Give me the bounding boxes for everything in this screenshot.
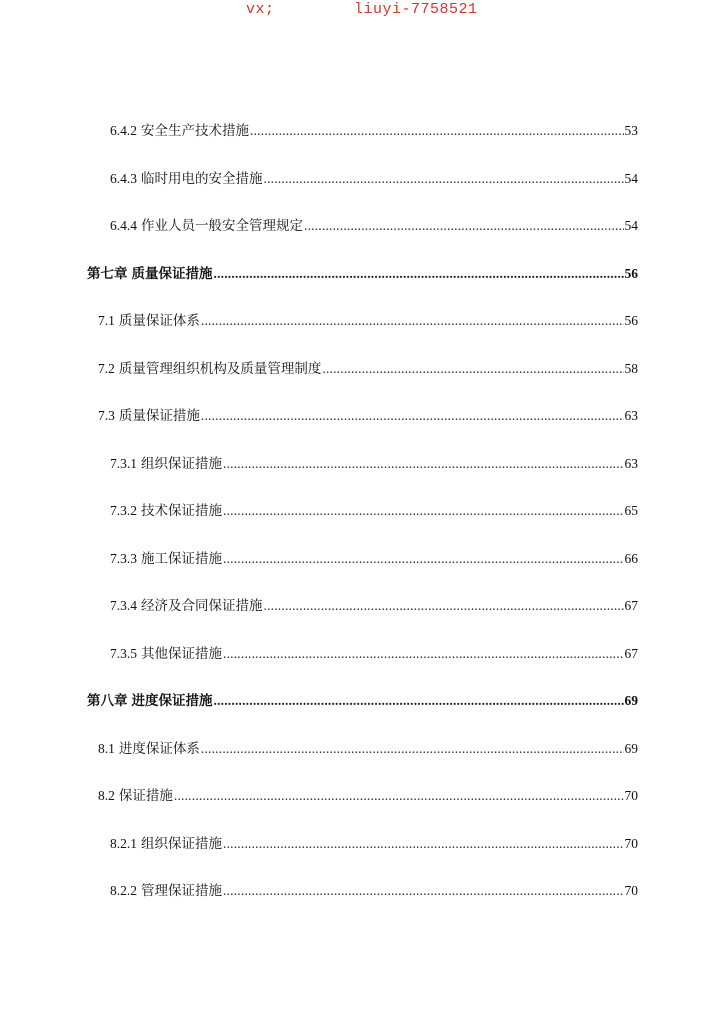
toc-entry-page: 53 bbox=[624, 123, 638, 138]
toc-entry-page: 56 bbox=[624, 266, 638, 281]
toc-entry-number: 8.2.1 bbox=[110, 836, 137, 851]
toc-dot-leader bbox=[174, 786, 624, 806]
toc-dot-leader bbox=[304, 216, 624, 236]
toc-entry-page: 63 bbox=[624, 456, 638, 471]
toc-entry-page: 70 bbox=[624, 883, 638, 898]
toc-dot-leader bbox=[201, 739, 624, 759]
toc-entry-number: 7.3.4 bbox=[110, 598, 137, 613]
toc-entry-title: 组织保证措施 bbox=[141, 456, 222, 471]
toc-entry[interactable] bbox=[110, 596, 638, 616]
toc-entry[interactable] bbox=[98, 311, 638, 331]
toc-dot-leader bbox=[201, 311, 624, 331]
toc-entry-page: 66 bbox=[624, 551, 638, 566]
watermark-contact-id: liuyi-7758521 bbox=[354, 1, 478, 18]
toc-entry-title: 质量管理组织机构及质量管理制度 bbox=[118, 361, 322, 376]
toc-entry-title: 施工保证措施 bbox=[141, 551, 222, 566]
toc-entry[interactable] bbox=[98, 786, 638, 806]
toc-entry-page: 56 bbox=[624, 313, 638, 328]
toc-entry-page: 70 bbox=[624, 788, 638, 803]
toc-dot-leader bbox=[223, 549, 624, 569]
toc-entry-number: 8.1 bbox=[98, 741, 115, 756]
toc-entry-title: 其他保证措施 bbox=[141, 646, 222, 661]
watermark bbox=[0, 0, 724, 22]
toc-dot-leader bbox=[264, 169, 624, 189]
toc-entry-page: 65 bbox=[624, 503, 638, 518]
toc-entry-page: 70 bbox=[624, 836, 638, 851]
toc-dot-leader bbox=[223, 454, 624, 474]
toc-entry-number: 7.3.1 bbox=[110, 456, 137, 471]
toc-entry[interactable] bbox=[110, 549, 638, 569]
toc-dot-leader bbox=[250, 121, 624, 141]
toc-entry-number: 第七章 bbox=[87, 266, 128, 281]
toc-entry-page: 69 bbox=[624, 693, 638, 708]
toc-entry-title: 质量保证体系 bbox=[118, 313, 200, 328]
toc-dot-leader bbox=[223, 881, 624, 901]
toc-entry-title: 作业人员一般安全管理规定 bbox=[141, 218, 303, 233]
toc-dot-leader bbox=[223, 501, 624, 521]
toc-entry-number: 7.2 bbox=[98, 361, 115, 376]
toc-entry-title: 质量保证措施 bbox=[118, 408, 200, 423]
toc-entry-title: 技术保证措施 bbox=[141, 503, 222, 518]
toc-entry-number: 7.3 bbox=[98, 408, 115, 423]
toc-entry-number: 7.3.5 bbox=[110, 646, 137, 661]
toc-entry-number: 7.1 bbox=[98, 313, 115, 328]
toc-dot-leader bbox=[322, 359, 623, 379]
toc-entry-title: 组织保证措施 bbox=[141, 836, 222, 851]
toc-entry[interactable] bbox=[110, 216, 638, 236]
toc-entry-page: 67 bbox=[624, 646, 638, 661]
toc-dot-leader bbox=[223, 834, 624, 854]
toc-entry[interactable] bbox=[110, 454, 638, 474]
toc-entry-number: 7.3.3 bbox=[110, 551, 137, 566]
toc-entry-page: 54 bbox=[624, 171, 638, 186]
toc-entry-number: 6.4.3 bbox=[110, 171, 137, 186]
toc-dot-leader bbox=[214, 691, 624, 711]
toc-entry-number: 第八章 bbox=[87, 693, 128, 708]
toc-dot-leader bbox=[223, 644, 624, 664]
toc-entry[interactable] bbox=[110, 881, 638, 901]
toc-entry[interactable] bbox=[110, 121, 638, 141]
toc-entry-page: 54 bbox=[624, 218, 638, 233]
toc-entry-number: 6.4.4 bbox=[110, 218, 137, 233]
toc-entry[interactable] bbox=[98, 406, 638, 426]
toc-entry[interactable] bbox=[98, 739, 638, 759]
toc-entry-title: 进度保证措施 bbox=[131, 693, 213, 708]
toc-entry-title: 临时用电的安全措施 bbox=[141, 171, 263, 186]
toc-entry-page: 67 bbox=[624, 598, 638, 613]
toc-entry[interactable] bbox=[110, 501, 638, 521]
toc-entry[interactable] bbox=[110, 834, 638, 854]
toc-entry-title: 安全生产技术措施 bbox=[141, 123, 249, 138]
toc-chapter-entry[interactable] bbox=[87, 691, 638, 711]
toc-entry-title: 保证措施 bbox=[118, 788, 173, 803]
toc-entry[interactable] bbox=[110, 169, 638, 189]
toc-entry[interactable] bbox=[98, 359, 638, 379]
toc-dot-leader bbox=[201, 406, 624, 426]
toc-dot-leader bbox=[214, 264, 624, 284]
toc-chapter-entry[interactable] bbox=[87, 264, 638, 284]
toc-entry-title: 质量保证措施 bbox=[131, 266, 213, 281]
watermark-contact-label: vx; bbox=[246, 1, 275, 18]
toc-entry-page: 63 bbox=[624, 408, 638, 423]
toc-entry-page: 69 bbox=[624, 741, 638, 756]
toc-entry-number: 8.2 bbox=[98, 788, 115, 803]
toc-entry-title: 管理保证措施 bbox=[141, 883, 222, 898]
toc-entry-title: 进度保证体系 bbox=[118, 741, 200, 756]
toc-entry-number: 8.2.2 bbox=[110, 883, 137, 898]
toc-dot-leader bbox=[264, 596, 624, 616]
toc-entry-number: 6.4.2 bbox=[110, 123, 137, 138]
toc-entry-title: 经济及合同保证措施 bbox=[141, 598, 263, 613]
toc-entry[interactable] bbox=[110, 644, 638, 664]
toc-entry-number: 7.3.2 bbox=[110, 503, 137, 518]
toc-entry-page: 58 bbox=[624, 361, 638, 376]
